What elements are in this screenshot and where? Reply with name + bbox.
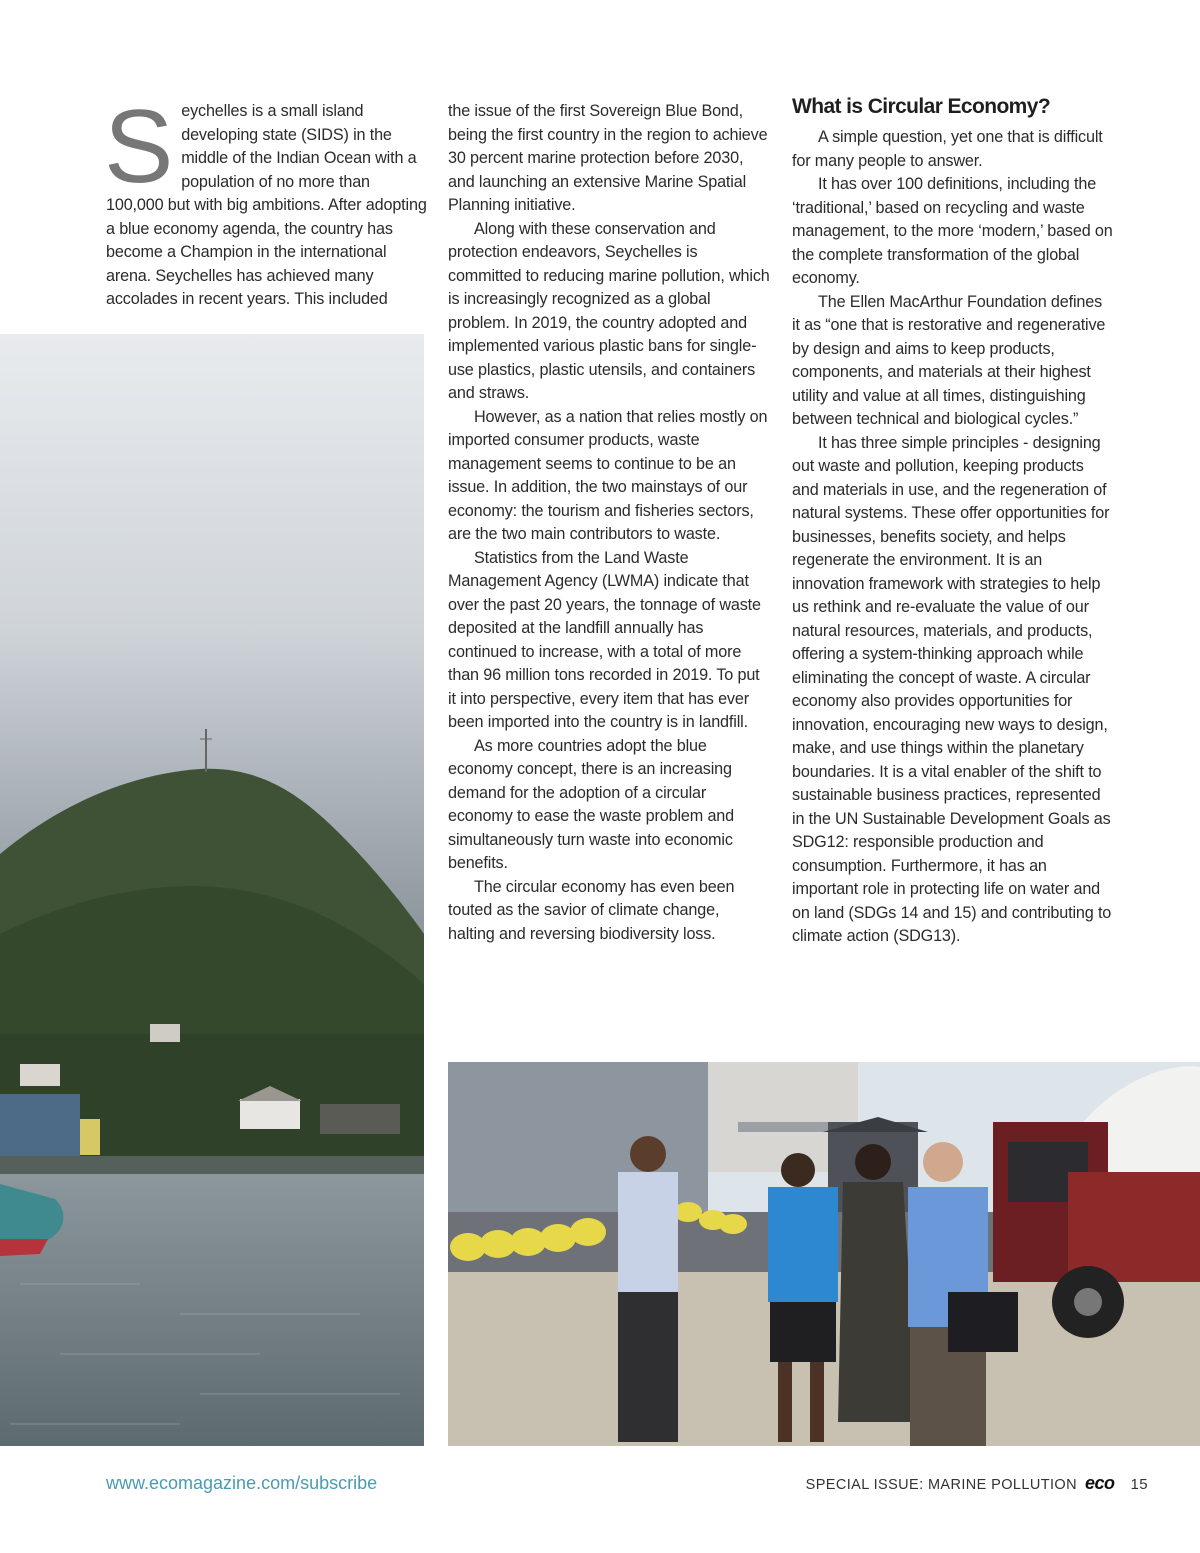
article-column-2 xyxy=(448,100,770,946)
paragraph: eychelles is a small island developing state (SIDS) in the middle of the Indian Ocean with a population of no more than 100,000 but with big ambitions. After adopting a blue economy agenda, the country has become a Champion in the international arena. Seychelles has achieved many accolades in recent years. This included xyxy=(106,102,427,308)
paragraph: the issue of the first Sovereign Blue Bond, being the first country in the region to achieve 30 percent marine protection before 2030, and launching an extensive Marine Spatial Planning initiative. xyxy=(448,102,768,214)
footer-issue-info xyxy=(806,1473,1148,1494)
site-visit-photo xyxy=(448,1062,1200,1446)
paragraph: The circular economy has even been touted as the savior of climate change, halting and reversing biodiversity loss. xyxy=(448,877,735,943)
article-column-3 xyxy=(792,94,1114,949)
drop-cap: S xyxy=(104,89,174,205)
section-heading: What is Circular Economy? xyxy=(792,95,1051,118)
paragraph: It has over 100 definitions, including the ‘traditional,’ based on recycling and waste management, to the more ‘modern,’ based on the complete transformation of the global economy. xyxy=(792,175,1113,287)
page-number: 15 xyxy=(1130,1476,1148,1493)
paragraph: Statistics from the Land Waste Management Agency (LWMA) indicate that over the past 20 years, the tonnage of waste deposited at the landfill annually has continued to increase, with a total of more than 96 million tons recorded in 2019. To put it into perspective, every item that has ever been imported into the country is in landfill. xyxy=(448,548,761,731)
paragraph: Along with these conservation and protection endeavors, Seychelles is committed to reducing marine pollution, which is increasingly recognized as a global problem. In 2019, the country adopted and implemented various plastic bans for single-use plastics, plastic utensils, and containers and straws. xyxy=(448,219,770,402)
paragraph: A simple question, yet one that is difficult for many people to answer. xyxy=(792,128,1103,170)
harbor-hill-photo xyxy=(0,334,424,1446)
paragraph: As more countries adopt the blue economy concept, there is an increasing demand for the adoption of a circular economy to ease the waste problem and simultaneously turn waste into economic benefits. xyxy=(448,736,734,872)
paragraph: It has three simple principles - designing out waste and pollution, keeping products and materials in use, and the regeneration of natural systems. These offer opportunities for businesses, benefits society, and helps regenerate the environment. It is an innovation framework with strategies to help us rethink and re-evaluate the value of our natural resources, materials, and products, offering a system-thinking approach while eliminating the concept of waste. A circular economy also provides opportunities for innovation, encouraging new ways to design, make, and use things within the planetary boundaries. It is a vital enabler of the shift to sustainable business practices, represented in the UN Sustainable Development Goals as SDG12: responsible production and consumption. Furthermore, it has an important role in protecting life on water and on land (SDGs 14 and 15) and contributing to climate action (SDG13). xyxy=(792,433,1112,945)
subscribe-link[interactable]: www.ecomagazine.com/subscribe xyxy=(106,1473,378,1493)
issue-label: SPECIAL ISSUE: MARINE POLLUTION xyxy=(805,1477,1077,1493)
article-column-1 xyxy=(104,89,428,312)
paragraph: However, as a nation that relies mostly on imported consumer products, waste management seems to continue to be an issue. In addition, the two mainstays of our economy: the tourism and fisheries sectors, are the two main contributors to waste. xyxy=(448,407,768,543)
paragraph: The Ellen MacArthur Foundation defines it as “one that is restorative and regenerative by design and aims to keep products, components, and materials at their highest utility and value at all times, distinguishing between technical and biological cycles.” xyxy=(792,292,1106,428)
eco-logo: eco xyxy=(1084,1473,1115,1493)
